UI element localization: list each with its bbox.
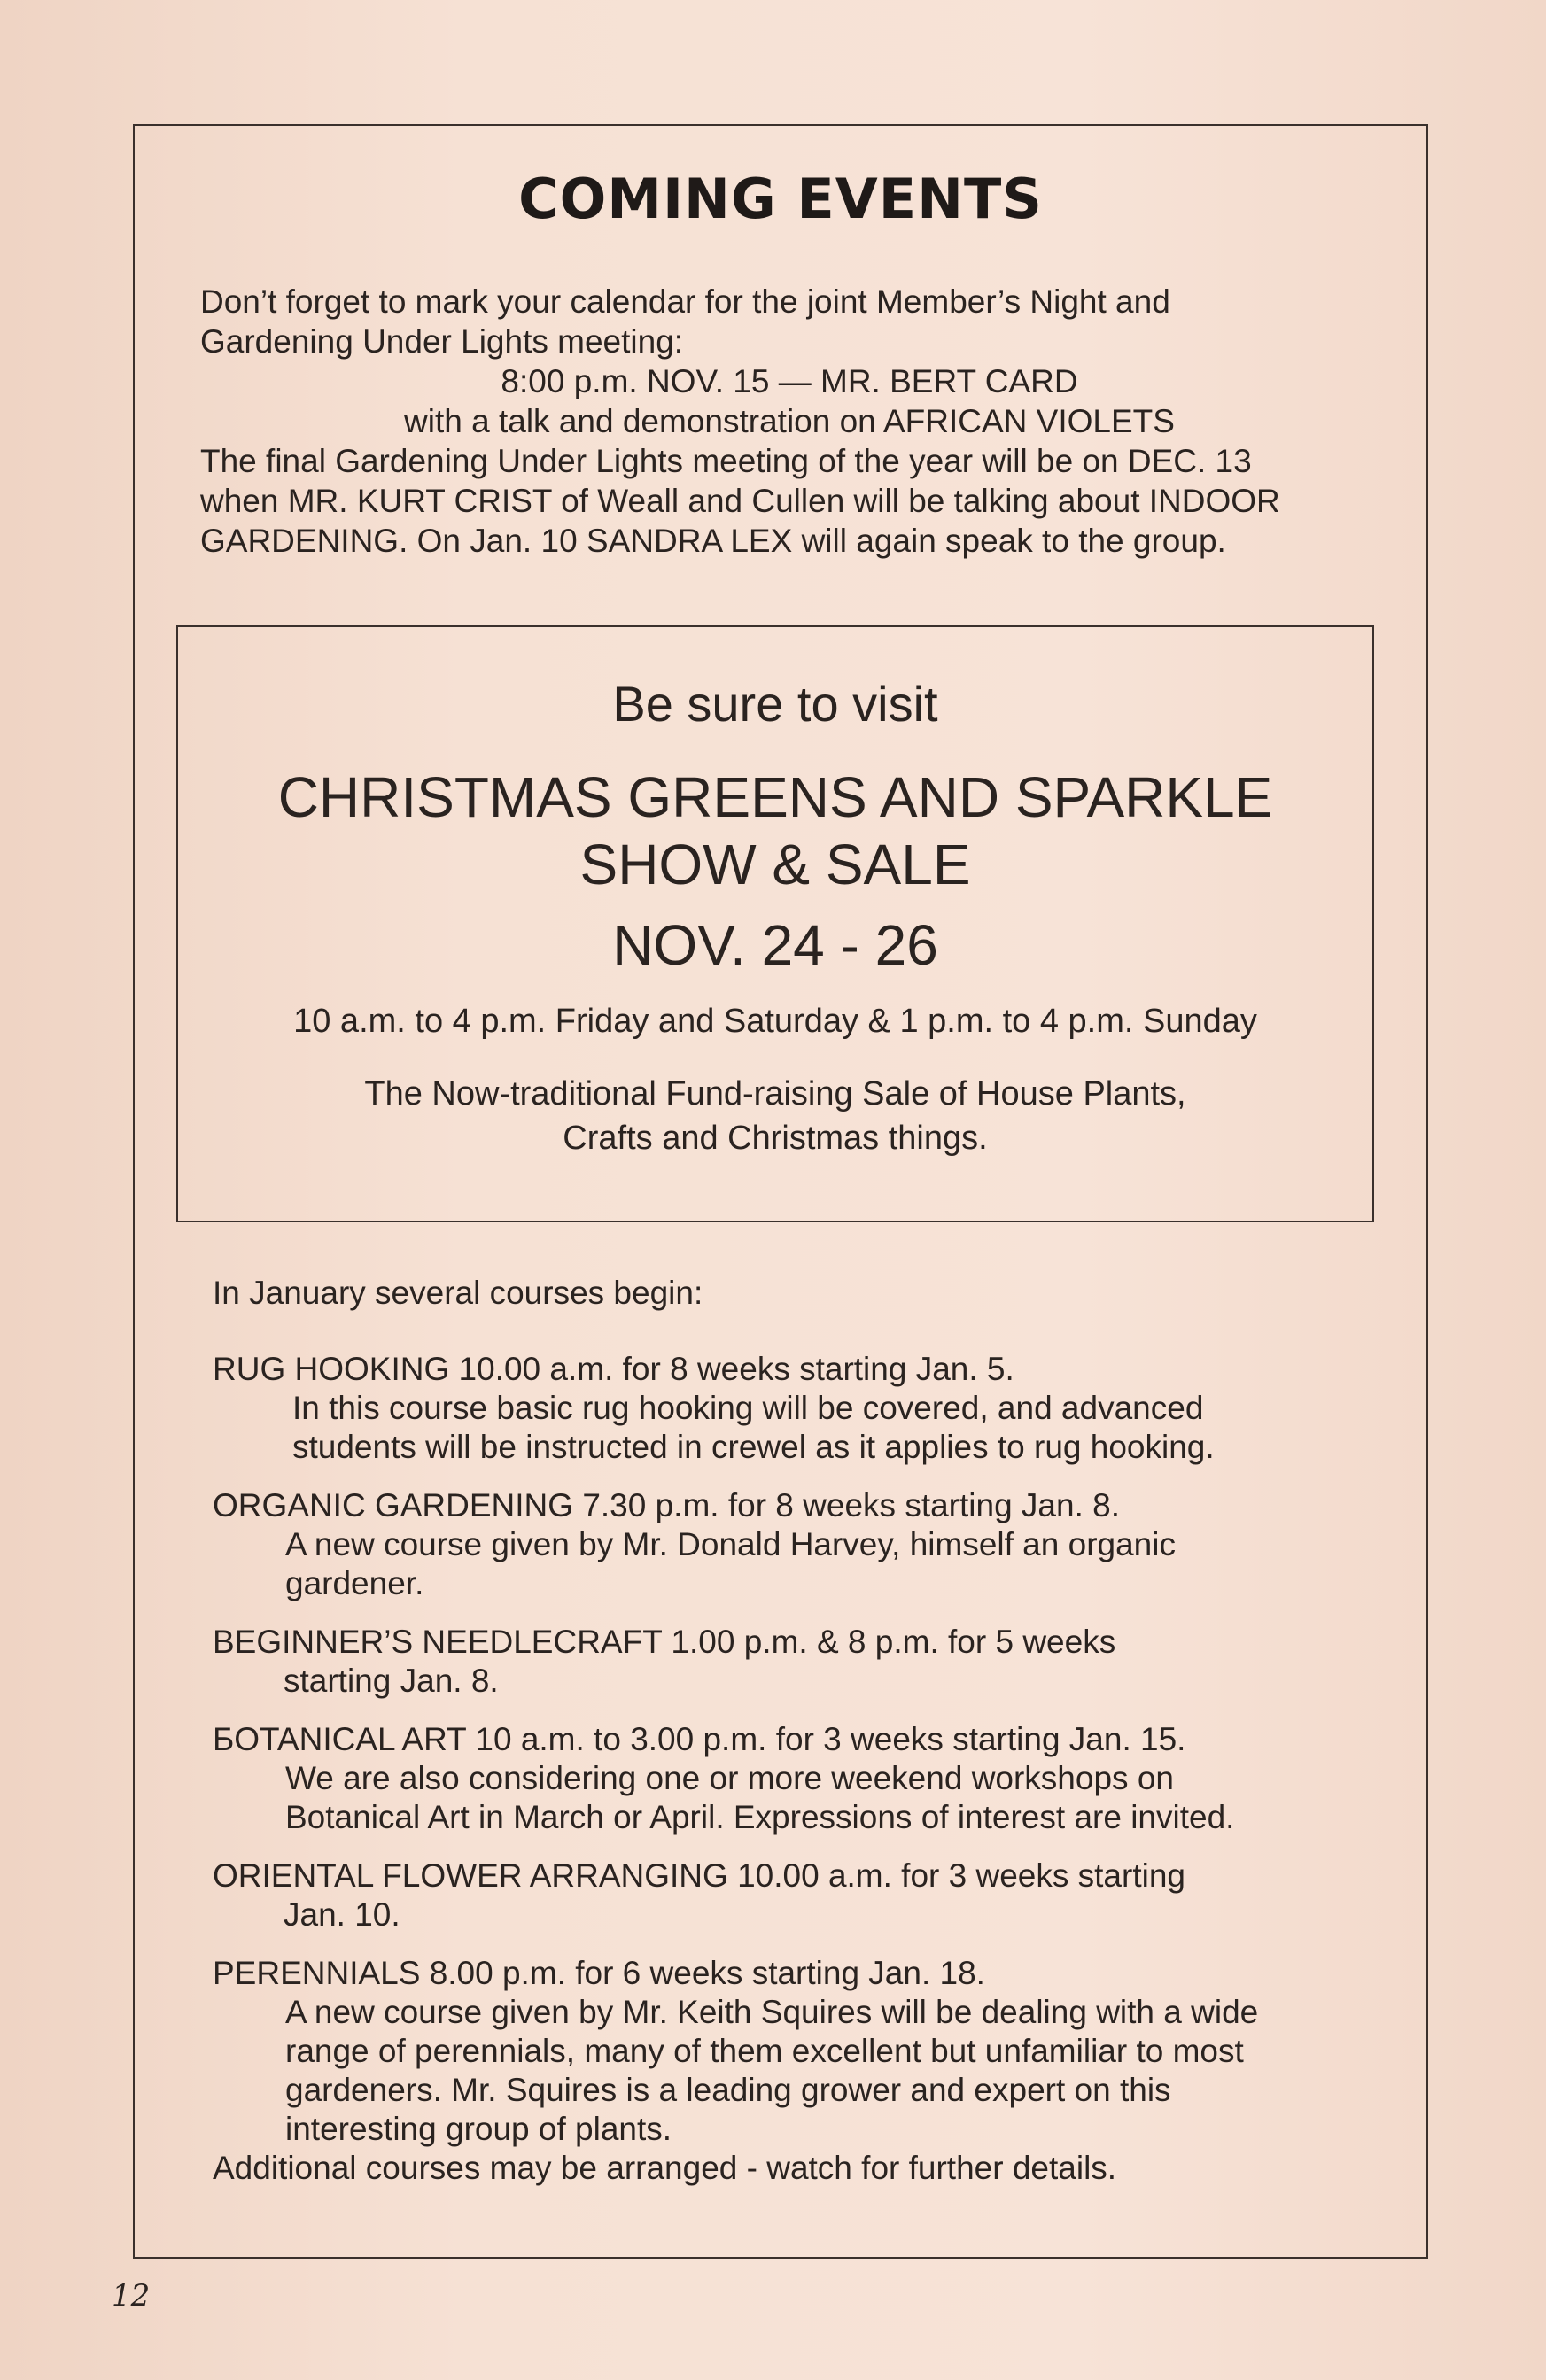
course-item	[213, 1720, 1382, 1837]
visit-dates: NOV. 24 - 26	[612, 913, 938, 977]
course-heading	[213, 1623, 1382, 1701]
course-heading: PERENNIALS 8.00 p.m. for 6 weeks starting Jan. 18.	[213, 1955, 985, 1991]
page-number: 12	[112, 2278, 151, 2314]
course-heading: БOTANICAL ART 10 a.m. to 3.00 p.m. for 3 weeks starting Jan. 15.	[213, 1721, 1186, 1757]
course-heading-continued: Jan. 10.	[284, 1896, 400, 1933]
course-description: range of perennials, many of them excellent but unfamiliar to most	[285, 2033, 1244, 2069]
course-item	[213, 1350, 1382, 1467]
intro-paragraph	[200, 282, 1379, 561]
intro-line: Don’t forget to mark your calendar for the joint Member’s Night and	[200, 283, 1170, 320]
course-item	[213, 1486, 1382, 1603]
visit-hours: 10 a.m. to 4 p.m. Friday and Saturday & 1 p.m. to 4 p.m. Sunday	[293, 1003, 1257, 1040]
visit-lead: Be sure to visit	[612, 676, 938, 732]
course-heading-text: ORIENTAL FLOWER ARRANGING 10.00 a.m. for 3 weeks starting	[213, 1857, 1185, 1894]
page-title: COMING EVENTS	[518, 167, 1043, 231]
course-heading: RUG HOOKING 10.00 a.m. for 8 weeks starting Jan. 5.	[213, 1351, 1014, 1387]
intro-line: Gardening Under Lights meeting:	[200, 323, 684, 360]
course-description: Botanical Art in March or April. Expressions of interest are invited.	[285, 1799, 1235, 1835]
course-description: students will be instructed in crewel as it applies to rug hooking.	[292, 1429, 1215, 1465]
course-description: A new course given by Mr. Donald Harvey, himself an organic	[285, 1526, 1176, 1562]
visit-title-line: CHRISTMAS GREENS AND SPARKLE	[277, 765, 1273, 829]
course-description: We are also considering one or more weekend workshops on	[285, 1760, 1174, 1796]
intro-line: when MR. KURT CRIST of Weall and Cullen will be talking about INDOOR	[200, 483, 1280, 519]
visit-desc-line: The Now-traditional Fund-raising Sale of House Plants,	[364, 1075, 1186, 1112]
intro-line: GARDENING. On Jan. 10 SANDRA LEX will again speak to the group.	[200, 523, 1226, 559]
visit-description	[176, 1072, 1374, 1160]
intro-line: The final Gardening Under Lights meeting of the year will be on DEC. 13	[200, 443, 1252, 479]
course-heading-text: BEGINNER’S NEEDLECRAFT 1.00 p.m. & 8 p.m. for 5 weeks	[213, 1624, 1116, 1660]
course-description: gardeners. Mr. Squires is a leading grower and expert on this	[285, 2072, 1171, 2108]
course-description: In this course basic rug hooking will be covered, and advanced	[292, 1390, 1204, 1426]
course-item	[213, 1857, 1382, 1934]
course-description: interesting group of plants.	[285, 2111, 672, 2147]
visit-title	[176, 764, 1374, 898]
visit-title-line: SHOW & SALE	[579, 833, 971, 896]
course-heading	[213, 1857, 1382, 1934]
intro-event-topic: with a talk and demonstration on AFRICAN VIOLETS	[404, 403, 1175, 439]
courses-section	[213, 1274, 1382, 2188]
course-heading: ORGANIC GARDENING 7.30 p.m. for 8 weeks starting Jan. 8.	[213, 1487, 1121, 1523]
visit-desc-line: Crafts and Christmas things.	[563, 1120, 988, 1157]
course-description: A new course given by Mr. Keith Squires will be dealing with a wide	[285, 1994, 1259, 2030]
course-item	[213, 1623, 1382, 1701]
course-heading-continued: starting Jan. 8.	[284, 1663, 499, 1699]
courses-footer-note: Additional courses may be arranged - watch for further details.	[213, 2150, 1117, 2186]
course-description: gardener.	[285, 1565, 424, 1601]
courses-lead: In January several courses begin:	[213, 1275, 703, 1311]
intro-event-time: 8:00 p.m. NOV. 15 — MR. BERT CARD	[501, 363, 1078, 399]
course-item	[213, 1954, 1382, 2149]
